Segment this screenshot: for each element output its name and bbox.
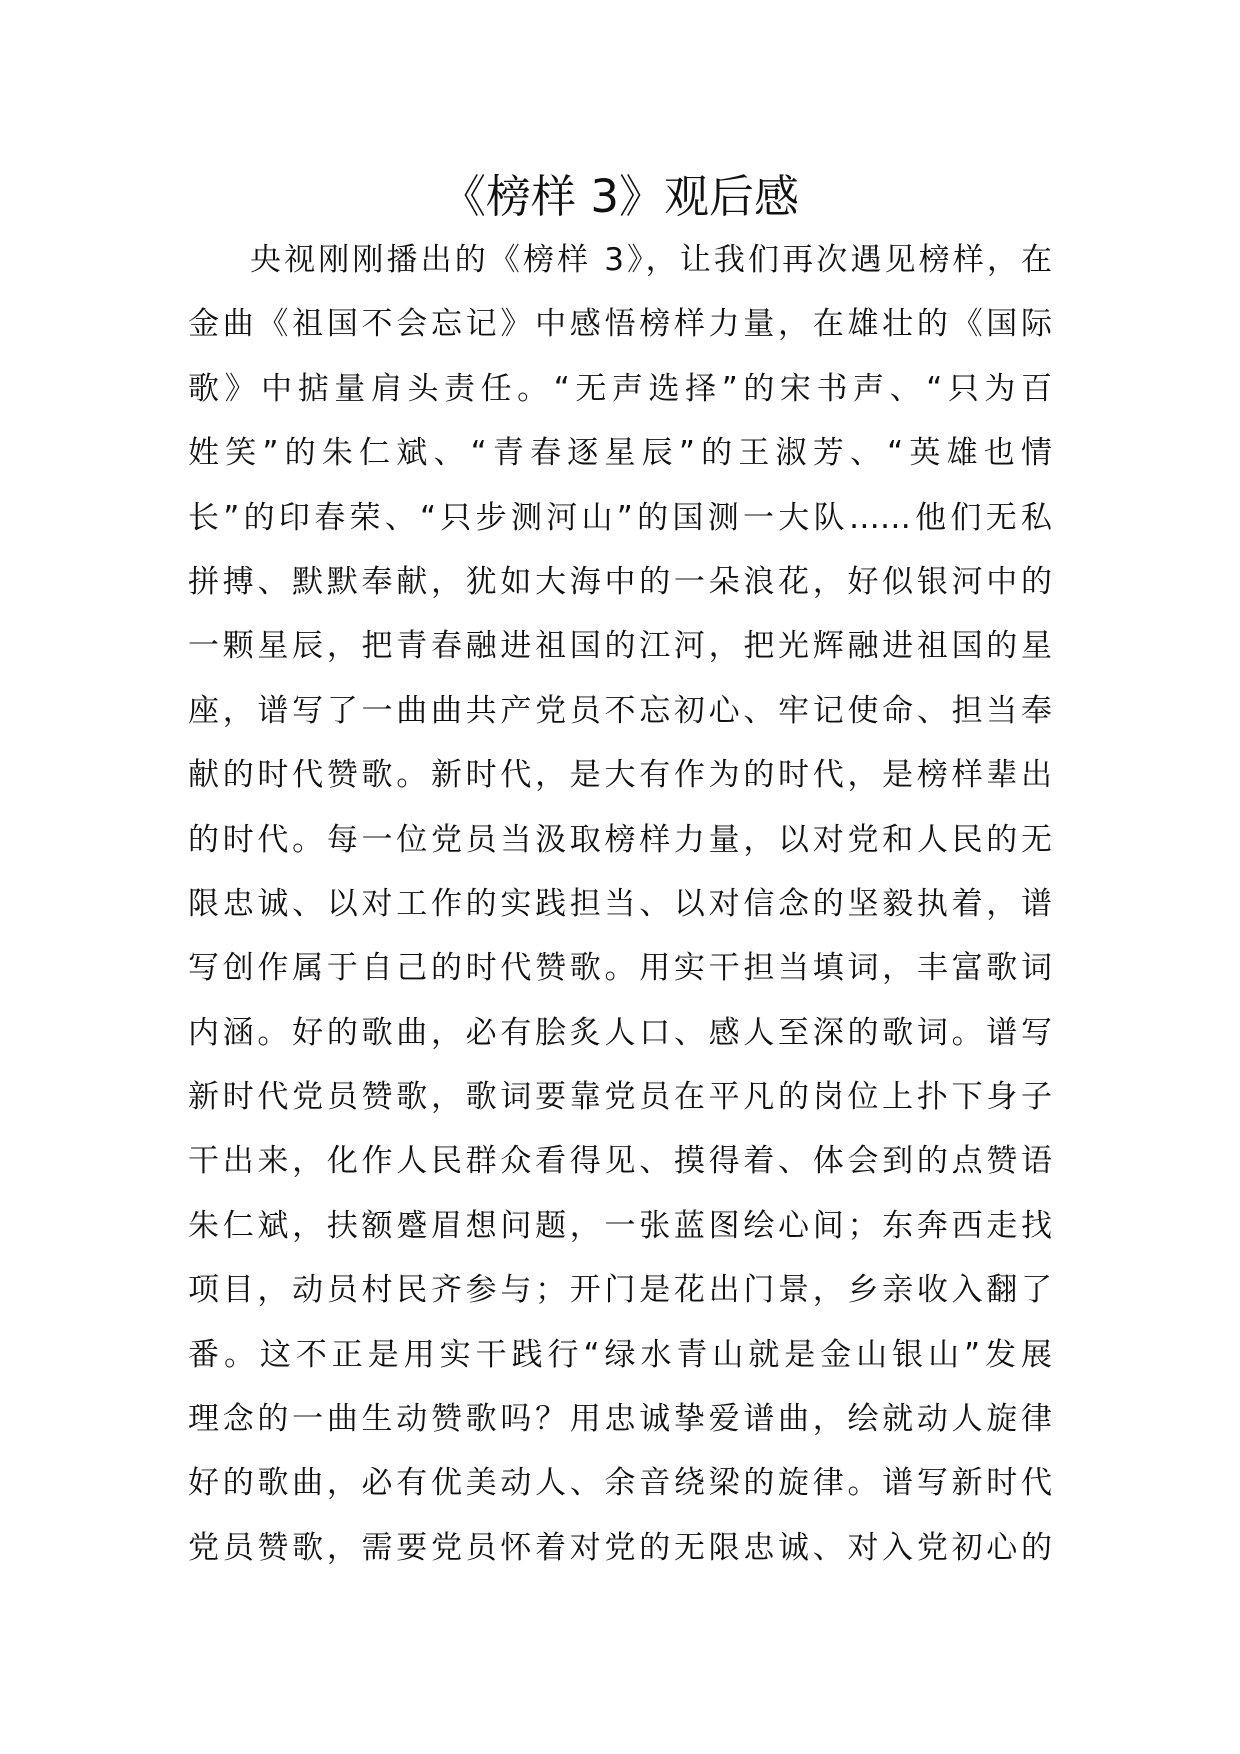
text-line: 央视刚刚播出的《榜样 3》，让我们再次遇见榜样，在 (250, 242, 1052, 278)
text-line: 一颗星辰，把青春融进祖国的江河，把光辉融进祖国的星 (188, 628, 1052, 665)
document-title: 《榜样 3》观后感 (441, 170, 799, 223)
text-line: 项目，动员村民齐参与；开门是花出门景，乡亲收入翻了 (188, 1272, 1052, 1309)
text-line: 限忠诚、以对工作的实践担当、以对信念的坚毅执着，谱 (188, 885, 1052, 922)
text-line: 座，谱写了一曲曲共产党员不忘初心、牢记使命、担当奉 (188, 692, 1052, 729)
text-line: 内涵。好的歌曲，必有脍炙人口、感人至深的歌词。谱写 (188, 1014, 1052, 1051)
text-line: 新时代党员赞歌，歌词要靠党员在平凡的岗位上扑下身子 (188, 1079, 1052, 1116)
text-line: 干出来，化作人民群众看得见、摸得着、体会到的点赞语 (188, 1143, 1052, 1180)
text-line: 金曲《祖国不会忘记》中感悟榜样力量，在雄壮的《国际 (188, 306, 1052, 343)
text-line: 理念的一曲生动赞歌吗？用忠诚挚爱谱曲，绘就动人旋律 (188, 1401, 1052, 1438)
text-line: 献的时代赞歌。新时代，是大有作为的时代，是榜样辈出 (188, 757, 1052, 794)
document-body (188, 228, 1052, 1580)
text-line: 写创作属于自己的时代赞歌。用实干担当填词，丰富歌词 (188, 950, 1052, 987)
text-line: 党员赞歌，需要党员怀着对党的无限忠诚、对入党初心的 (188, 1529, 1052, 1566)
text-line: 好的歌曲，必有优美动人、余音绕梁的旋律。谱写新时代 (188, 1465, 1052, 1502)
text-line: 番。这不正是用实干践行“绿水青山就是金山银山”发展 (188, 1336, 1052, 1373)
text-line: 朱仁斌，扶额蹙眉想问题，一张蓝图绘心间；东奔西走找 (188, 1207, 1052, 1244)
text-line: 姓笑”的朱仁斌、“青春逐星辰”的王淑芳、“英雄也情 (188, 435, 1052, 472)
text-line: 拼搏、默默奉献，犹如大海中的一朵浪花，好似银河中的 (188, 563, 1052, 600)
text-line: 的时代。每一位党员当汲取榜样力量，以对党和人民的无 (188, 821, 1052, 858)
text-line: 歌》中掂量肩头责任。“无声选择”的宋书声、“只为百 (188, 370, 1052, 407)
text-line: 长”的印春荣、“只步测河山”的国测一大队……他们无私 (188, 499, 1052, 536)
